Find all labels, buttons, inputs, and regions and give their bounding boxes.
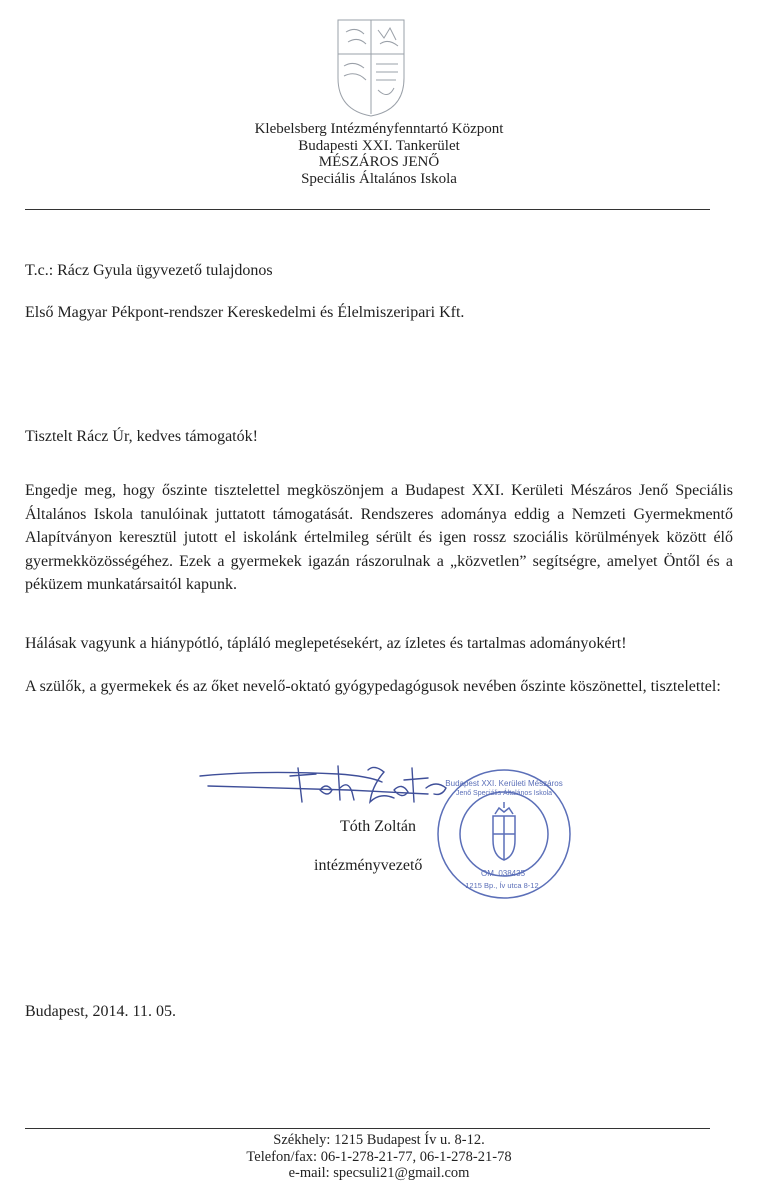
header-district: Budapesti XXI. Tankerület [298,137,460,154]
salutation: Tisztelt Rácz Úr, kedves támogatók! [25,428,258,445]
body-paragraph-3: A szülők, a gyermekek és az őket nevelő-oktató gyógypedagógusok nevében őszinte köszönettel, tisztelettel: [25,678,721,695]
svg-text:1215 Bp., Ív utca 8-12.: 1215 Bp., Ív utca 8-12. [465,881,541,890]
handwritten-signature [198,762,468,814]
svg-text:OM. 038435: OM. 038435 [480,869,526,878]
svg-text:Jenő Speciális Általános Iskol: Jenő Speciális Általános Iskola [455,790,553,797]
signatory-title: intézményvezető [314,857,423,874]
recipient-company: Első Magyar Pékpont-rendszer Kereskedelmi és Élelmiszeripari Kft. [25,304,465,321]
footer-email: e-mail: specsuli21@gmail.com [288,1165,470,1181]
body-paragraph-2: Hálásak vagyunk a hiánypótló, tápláló meglepetésekért, az ízletes és tartalmas adományokért! [25,635,627,652]
signatory-name: Tóth Zoltán [340,818,416,835]
header-divider [25,209,710,210]
footer-address: Székhely: 1215 Budapest Ív u. 8-12. [273,1132,485,1148]
recipient-name: T.c.: Rácz Gyula ügyvezető tulajdonos [25,262,273,279]
body-paragraph-1: Engedje meg, hogy őszinte tisztelettel megköszönjem a Budapest XXI. Kerületi Mészáros Jenő Speciális Általános Iskola tanulóinak juttatott támogatását. Rendszeres adománya eddig a Nemzeti Gyermekmentő Alapítványon keresztül jutott el iskolánk értelmileg sérült és igen rossz szociális körülmények között élő gyermekközösségéhez. Ezek a gyermekek igazán rászorulnak a „közvetlen” segítségre, amelyet Öntől és a péküzem munkatársaitól kapunk. [25,482,733,593]
header-school-type: Speciális Általános Iskola [301,170,457,187]
header-organization: Klebelsberg Intézményfenntartó Központ [254,121,504,137]
footer-phone: Telefon/fax: 06-1-278-21-77, 06-1-278-21-78 [246,1148,512,1165]
footer [0,1132,758,1182]
school-stamp [433,764,575,904]
letterhead [0,121,758,187]
svg-text:Budapest XXI. Kerületi Mészáro: Budapest XXI. Kerületi Mészáros [445,779,563,788]
footer-divider [25,1128,710,1129]
letter-date: Budapest, 2014. 11. 05. [25,1003,176,1020]
school-crest-icon [332,14,410,118]
header-school-name: MÉSZÁROS JENŐ [318,154,440,170]
